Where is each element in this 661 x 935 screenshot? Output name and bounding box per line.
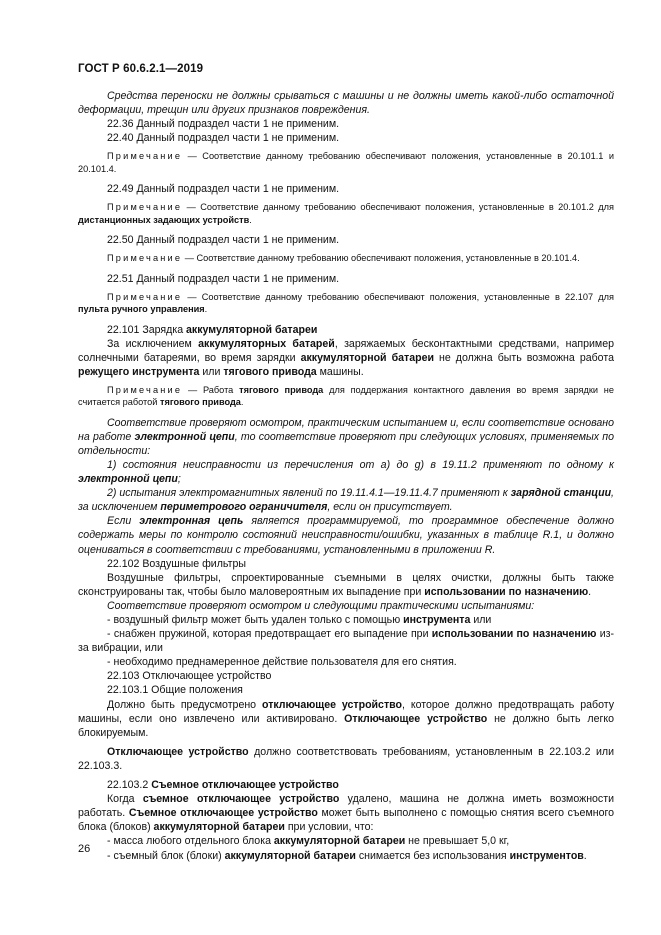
clause-22-49: 22.49 Данный подраздел части 1 не применим. [107, 183, 340, 196]
clause-22-51: 22.51 Данный подраздел части 1 не применим. [107, 272, 340, 285]
compliance-text: 1) состояния неисправности из перечисления от a) до g) в 19.11.2 применяют по одному к электронной цепи; [78, 458, 614, 486]
clause-22-50: 22.50 Данный подраздел части 1 не применим. [107, 234, 340, 247]
page-content [78, 89, 614, 863]
list-item: - необходимо преднамеренное действие пользователя для его снятия. [107, 656, 457, 669]
list-item: - воздушный фильтр может быть удален только с помощью инструмента или [107, 614, 492, 626]
compliance-text: 2) испытания электромагнитных явлений по 19.11.4.1—19.11.4.7 применяют к зарядной станции, за исключением периметрового ограничителя, если он присутствует. [78, 487, 614, 514]
compliance-text: Соответствие проверяют осмотром, практическим испытанием и, если соответствие основано на работе электронной цепи, то соответствие проверяют при следующих условиях, применяемых по отдельности: [78, 416, 614, 457]
compliance-text: Соответствие проверяют осмотром и следующими практическими испытаниями: [107, 599, 535, 612]
note: Примечание — Соответствие данному требованию обеспечивают положения, установленные в 22.107 для пульта ручного управления. [78, 291, 614, 315]
note-label: Примечание [107, 253, 183, 264]
paragraph: Когда съемное отключающее устройство удалено, машина не должна иметь возможности работать. Съемное отключающее устройство может быть выполнено с помощью снятия всего съемного блока (блоков) аккумуляторной батареи при условии, что: [78, 793, 615, 834]
page-number: 26 [78, 843, 91, 855]
clause-22-36: 22.36 Данный подраздел части 1 не применим. [107, 118, 340, 131]
list-item: - масса любого отдельного блока аккумуляторной батареи не превышает 5,0 кг, [107, 835, 510, 848]
paragraph: За исключением аккумуляторных батарей, заряжаемых бесконтактными средствами, например солнечными батареями, во время зарядки аккумуляторной батареи не должна быть возможна работа режущего инструмента или тягового привода машины. [78, 337, 614, 378]
list-item: - съемный блок (блоки) аккумуляторной батареи снимается без использования инструментов. [107, 849, 587, 862]
note-label: Примечание [107, 202, 183, 213]
list-item: - снабжен пружиной, которая предотвращает его выпадение при использовании по назначению из-за вибрации, или [78, 628, 615, 655]
section-heading-22-103-2: 22.103.2 Съемное отключающее устройство [107, 779, 339, 792]
section-heading-22-101: 22.101 Зарядка аккумуляторной батареи [107, 323, 318, 336]
section-heading-22-102: 22.102 Воздушные фильтры [107, 557, 246, 570]
note: Примечание — Работа тягового привода для поддержания контактного давления во время зарядки не считается работой тягового привода. [78, 384, 614, 408]
note-label: Примечание [107, 151, 183, 162]
paragraph: Воздушные фильтры, спроектированные съемными в целях очистки, должны быть также сконструированы так, чтобы было маловероятным их выпадение при использовании по назначению. [78, 571, 614, 598]
paragraph: Должно быть предусмотрено отключающее устройство, которое должно предотвращать работу машины, если оно извлечено или активировано. Отключающее устройство не должно быть легко блокируемым. [78, 698, 614, 739]
section-heading-22-103-1: 22.103.1 Общие положения [107, 684, 243, 697]
clause-22-40: 22.40 Данный подраздел части 1 не применим. [107, 132, 340, 145]
note: Примечание — Соответствие данному требованию обеспечивают положения, установленные в 20.101.2 для дистанционных задающих устройств. [78, 202, 614, 225]
compliance-text: Если электронная цепь является программируемой, то программное обеспечение должно содержать меры по контролю состояний неисправности/ошибки, указанных в таблице R.1, и должно оцениваться в соответствии с требованиями, установленными в приложении R. [78, 515, 614, 556]
note: Примечание — Соответствие данному требованию обеспечивают положения, установленные в 20.101.1 и 20.101.4. [78, 151, 614, 174]
note: Примечание — Соответствие данному требованию обеспечивают положения, установленные в 20.101.4. [107, 253, 580, 264]
note-label: Примечание [107, 384, 183, 395]
note-label: Примечание [107, 291, 183, 302]
document-header: ГОСТ Р 60.6.2.1—2019 [78, 63, 204, 75]
paragraph: Отключающее устройство должно соответствовать требованиям, установленным в 22.103.2 или 22.103.3. [78, 745, 614, 772]
paragraph: Средства переноски не должны срываться с машины и не должны иметь какой-либо остаточной деформации, трещин или других признаков повреждения. [78, 90, 614, 117]
section-heading-22-103: 22.103 Отключающее устройство [107, 670, 272, 683]
